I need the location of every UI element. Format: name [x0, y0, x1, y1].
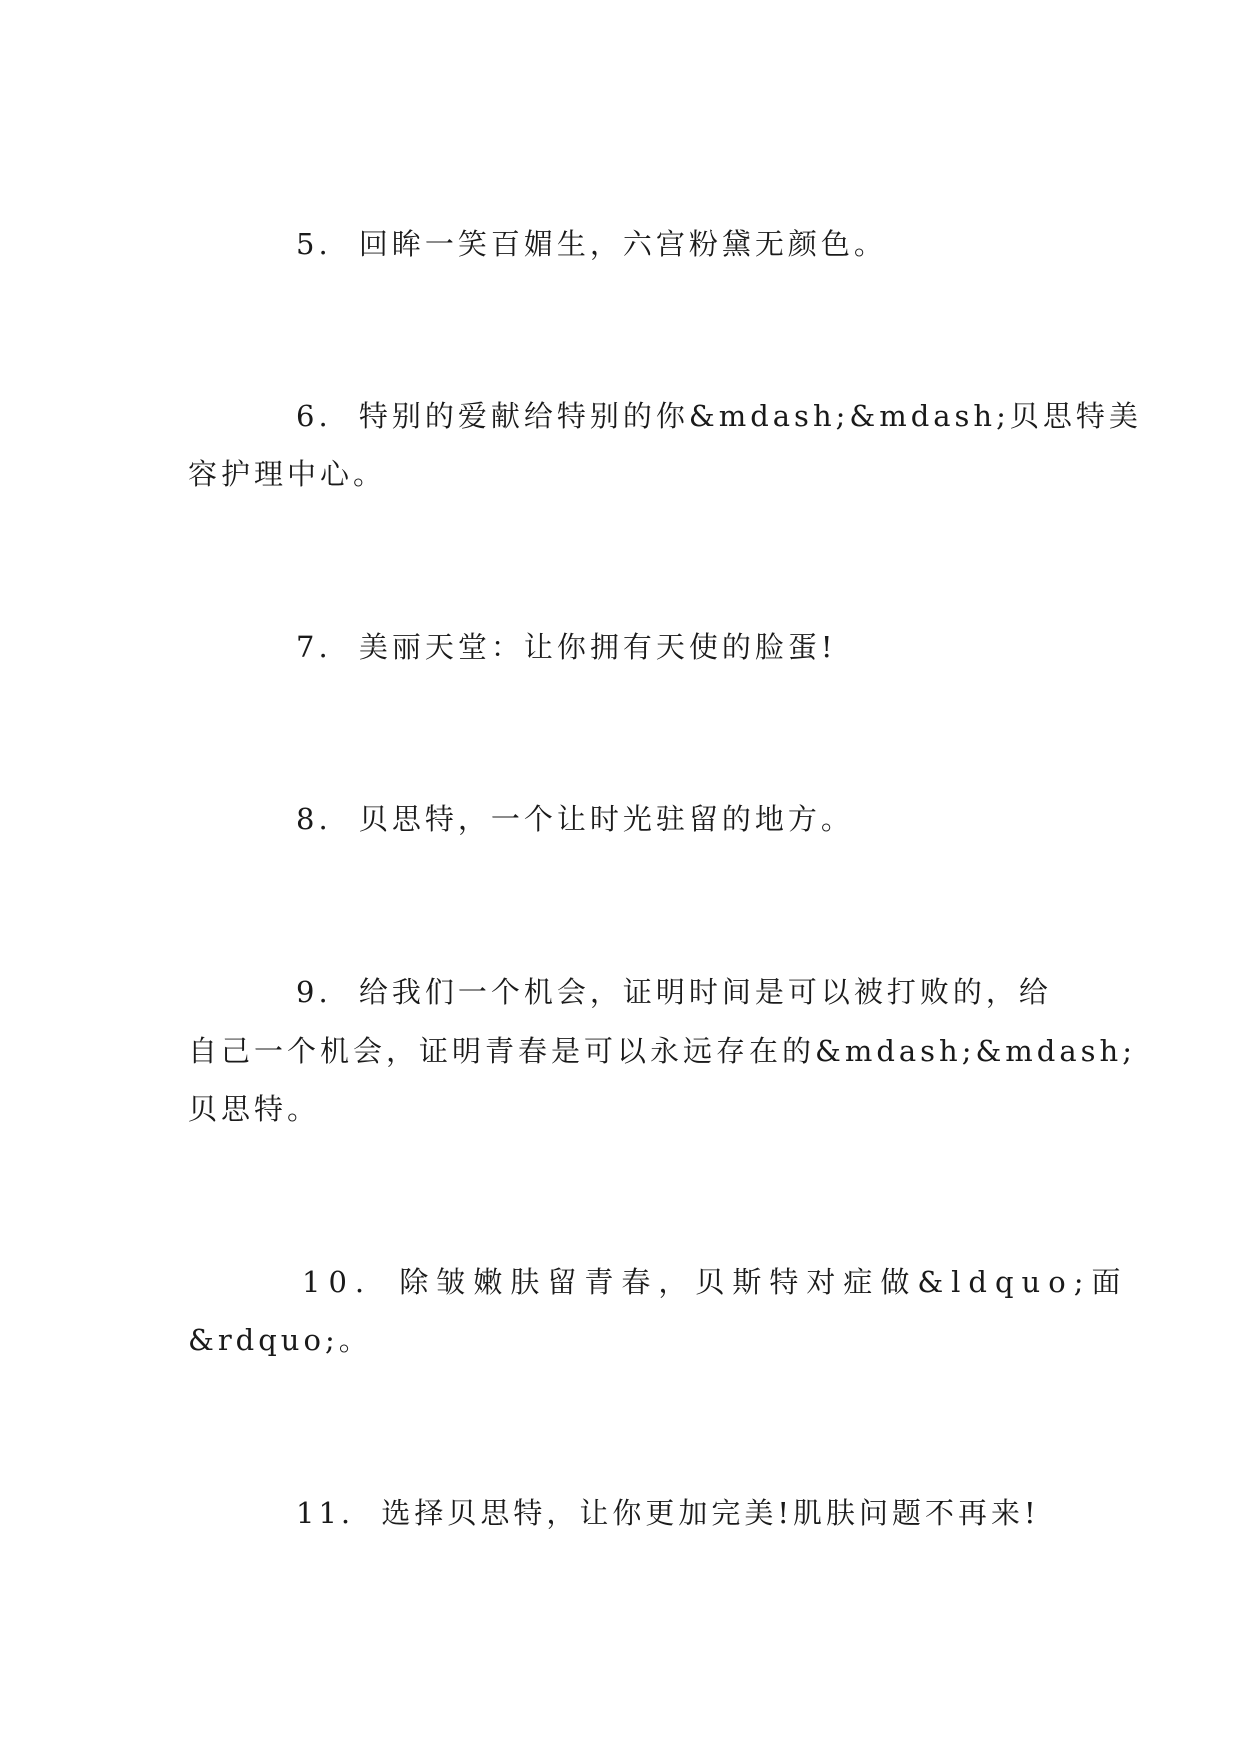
list-item [296, 799, 854, 839]
list-item [296, 224, 887, 264]
item-number: 6. [296, 399, 332, 433]
item-text: 回眸一笑百媚生，六宫粉黛无颜色。 [358, 227, 887, 261]
item-text: 选择贝思特，让你更加完美!肌肤问题不再来! [381, 1496, 1040, 1530]
item-number: 7. [296, 630, 332, 664]
item-number: 10. [302, 1265, 373, 1299]
item-number: 9. [296, 975, 332, 1009]
item-number: 11. [296, 1496, 355, 1530]
list-item [296, 972, 1052, 1012]
item-text: 除皱嫩肤留青春，贝斯特对症做&ldquo;面 [399, 1265, 1129, 1299]
item-number: 8. [296, 802, 332, 836]
list-item [296, 396, 1142, 436]
item-text: 给我们一个机会，证明时间是可以被打败的，给 [358, 975, 1052, 1009]
list-item [296, 627, 837, 667]
list-item [296, 1493, 1040, 1533]
item-text: 特别的爱献给特别的你&mdash;&mdash;贝思特美 [358, 399, 1142, 433]
item-text: 美丽天堂：让你拥有天使的脸蛋! [358, 630, 837, 664]
item-text-continuation: 容护理中心。 [188, 457, 387, 491]
item-number: 5. [296, 227, 332, 261]
item-text-continuation: &rdquo;。 [188, 1323, 372, 1357]
item-text-continuation: 自己一个机会，证明青春是可以永远存在的&mdash;&mdash; [188, 1034, 1136, 1068]
item-text: 贝思特，一个让时光驻留的地方。 [358, 802, 854, 836]
item-text-continuation: 贝思特。 [188, 1092, 321, 1126]
list-item [302, 1262, 1128, 1302]
